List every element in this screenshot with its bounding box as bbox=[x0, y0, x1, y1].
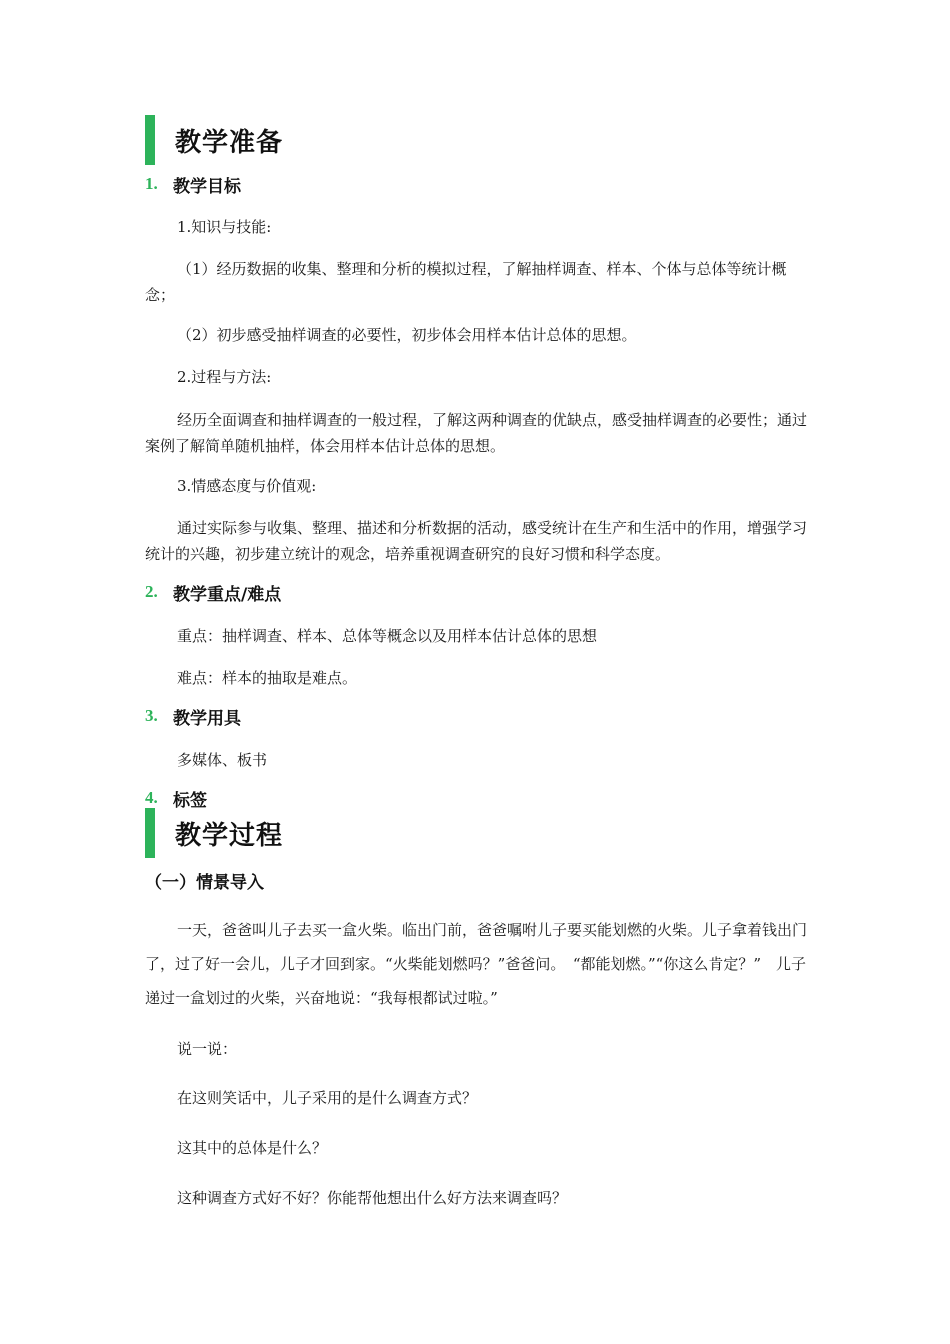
paragraph-attitude-1: 通过实际参与收集、整理、描述和分析数据的活动，感受统计在生产和生活中的作用，增强学习统计的兴趣，初步建立统计的观念，培养重视调查研究的良好习惯和科学态度。 bbox=[145, 519, 808, 563]
paragraph-question-2: 这其中的总体是什么？ bbox=[177, 1139, 328, 1157]
subheading-teaching-tools bbox=[145, 704, 241, 728]
paragraph-attitude-title: 3.情感态度与价值观: bbox=[177, 477, 317, 495]
paragraph-difficulty: 难点：样本的抽取是难点。 bbox=[177, 669, 358, 687]
subheading-teaching-goals bbox=[145, 172, 241, 196]
subheading-number: 4. bbox=[145, 788, 158, 807]
paragraph-question-1: 在这则笑话中，儿子采用的是什么调查方式？ bbox=[177, 1089, 478, 1107]
section-accent-bar bbox=[145, 115, 155, 165]
section-heading-preparation bbox=[145, 115, 283, 165]
paragraph-process-1: 经历全面调查和抽样调查的一般过程，了解这两种调查的优缺点，感受抽样调查的必要性；通过案例了解简单随机抽样，体会用样本估计总体的思想。 bbox=[145, 411, 808, 455]
section-title: 教学准备 bbox=[175, 127, 284, 158]
subheading-number: 1. bbox=[145, 174, 158, 193]
paragraph-question-3: 这种调查方式好不好？你能帮他想出什么好方法来调查吗？ bbox=[177, 1189, 568, 1207]
subheading-label: 教学重点/难点 bbox=[173, 584, 282, 605]
subheading-label: 教学目标 bbox=[173, 176, 241, 197]
paragraph-knowledge-title: 1.知识与技能: bbox=[177, 218, 272, 236]
subheading-label: 教学用具 bbox=[173, 708, 241, 729]
paragraph-knowledge-1: （1）经历数据的收集、整理和分析的模拟过程，了解抽样调查、样本、个体与总体等统计概念； bbox=[145, 260, 787, 304]
subheading-number: 3. bbox=[145, 706, 158, 725]
subheading-tags bbox=[145, 786, 207, 810]
subheading-number: 2. bbox=[145, 582, 158, 601]
subheading-key-points bbox=[145, 580, 281, 604]
paragraph-story: 一天，爸爸叫儿子去买一盒火柴。临出门前，爸爸嘱咐儿子要买能划燃的火柴。儿子拿着钱出门了，过了好一会儿，儿子才回到家。“火柴能划燃吗？”爸爸问。 “都能划燃。”“你这么肯定？” 儿子递过一盒划过的火柴，兴奋地说：“我每根都试过啦。” bbox=[145, 921, 808, 1007]
section-title: 教学过程 bbox=[175, 820, 284, 851]
paragraph-focus: 重点：抽样调查、样本、总体等概念以及用样本估计总体的思想 bbox=[177, 627, 598, 645]
paragraph-say: 说一说： bbox=[177, 1040, 238, 1058]
paragraph-process-title: 2.过程与方法: bbox=[177, 368, 272, 386]
section-accent-bar bbox=[145, 808, 155, 858]
paragraph-tools: 多媒体、板书 bbox=[177, 751, 268, 769]
subheading-label: 标签 bbox=[173, 790, 207, 811]
paragraph-knowledge-2: （2）初步感受抽样调查的必要性，初步体会用样本估计总体的思想。 bbox=[177, 326, 637, 344]
subheading-scenario-intro: （一）情景导入 bbox=[145, 873, 264, 893]
section-heading-process bbox=[145, 808, 283, 858]
document-page bbox=[145, 0, 810, 1344]
